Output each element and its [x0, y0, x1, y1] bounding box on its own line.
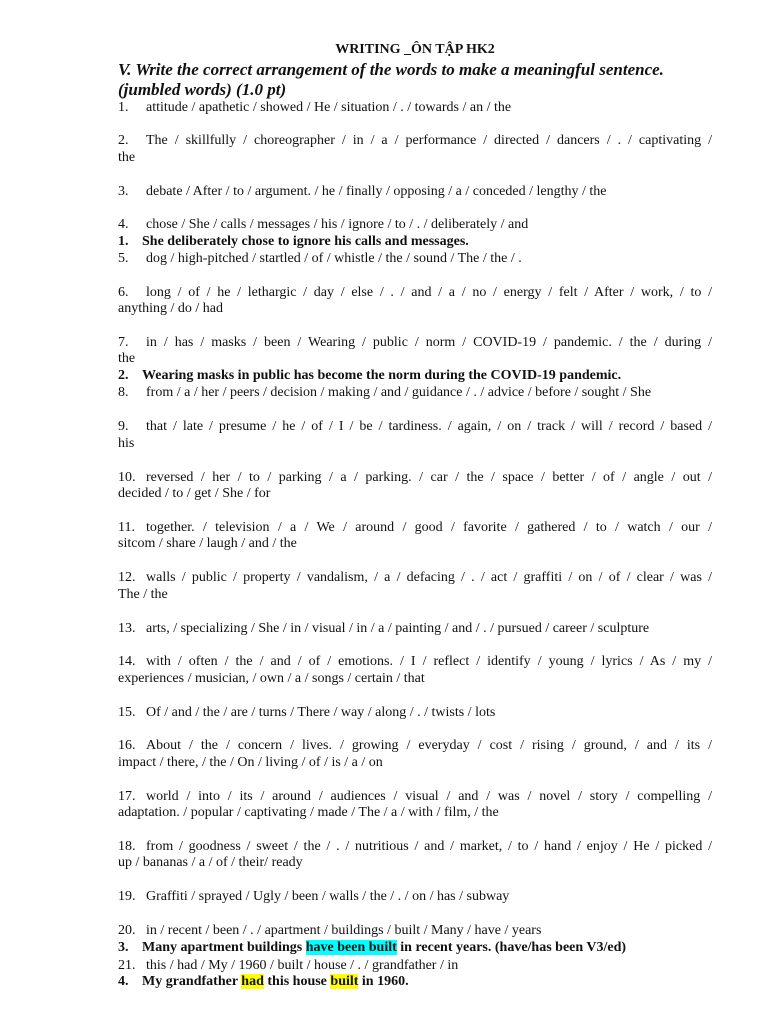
question-number: 12. [118, 570, 136, 585]
question-text: chose / She / calls / messages / his / ignore / to / . / deliberately / and [146, 217, 529, 232]
question-text: in / has / masks / been / Wearing / public / norm / COVID-19 / pandemic. / the / during / [146, 335, 712, 350]
answer-number: 4. [118, 974, 129, 989]
question-text: attitude / apathetic / showed / He / situation / . / towards / an / the [146, 100, 512, 115]
question-number: 13. [118, 621, 136, 636]
question-number: 7. [118, 335, 129, 350]
answer-3 [118, 939, 712, 956]
question-11-continued: sitcom / share / laugh / and / the [118, 536, 297, 551]
question-6-continued: anything / do / had [118, 301, 223, 316]
question-17-continued: adaptation. / popular / captivating / made / The / a / with / film, / the [118, 805, 499, 820]
answer-text-start: My grandfather [142, 974, 242, 989]
answer-text-middle: this house [263, 974, 331, 989]
highlighted-participle: built [330, 974, 359, 989]
question-number: 11. [118, 520, 135, 535]
question-number: 3. [118, 184, 129, 199]
question-text: debate / After / to / argument. / he / finally / opposing / a / conceded / lengthy / the [146, 184, 607, 199]
question-text: arts, / specializing / She / in / visual / in / a / painting / and / . / pursued / career / sculpture [146, 621, 650, 636]
answer-text: Wearing masks in public has become the norm during the COVID-19 pandemic. [142, 368, 622, 383]
section-heading-line-1: V. Write the correct arrangement of the words to make a meaningful sentence. [118, 60, 664, 79]
question-number: 2. [118, 133, 129, 148]
question-20 [118, 922, 712, 939]
answer-text-end: in 1960. [358, 974, 409, 989]
question-number: 8. [118, 385, 129, 400]
question-2 [118, 132, 712, 149]
question-number: 19. [118, 889, 136, 904]
question-number: 20. [118, 923, 136, 938]
question-3 [118, 183, 712, 200]
question-text: walls / public / property / vandalism, / a / defacing / . / act / graffiti / on / of / clear / was / [146, 570, 712, 585]
question-10 [118, 469, 712, 486]
question-text: together. / television / a / We / around / good / favorite / gathered / to / watch / our / [146, 520, 712, 535]
question-text: dog / high-pitched / startled / of / whistle / the / sound / The / the / . [146, 251, 522, 266]
question-text: that / late / presume / he / of / I / be / tardiness. / again, / on / track / will / record / based / [146, 419, 712, 434]
question-number: 1. [118, 100, 129, 115]
answer-text-end: in recent years. (have/has been V3/ed) [396, 940, 627, 955]
answer-2 [118, 367, 712, 384]
highlighted-auxiliary: had [241, 974, 264, 989]
answer-text: She deliberately chose to ignore his calls and messages. [142, 234, 469, 249]
answer-number: 1. [118, 234, 129, 249]
question-text: long / of / he / lethargic / day / else / . / and / a / no / energy / felt / After / work, / to / [146, 285, 712, 300]
highlighted-verb: have been built [305, 940, 397, 955]
question-12 [118, 569, 712, 586]
question-text: About / the / concern / lives. / growing / everyday / cost / rising / ground, / and / its / [146, 738, 712, 753]
question-18-continued: up / bananas / a / of / their/ ready [118, 855, 303, 870]
question-number: 21. [118, 958, 136, 973]
question-text: reversed / her / to / parking / a / parking. / car / the / space / better / of / angle / out / [146, 470, 712, 485]
question-number: 10. [118, 470, 136, 485]
question-13 [118, 620, 712, 637]
question-18 [118, 838, 712, 855]
question-number: 5. [118, 251, 129, 266]
question-number: 17. [118, 789, 136, 804]
question-9 [118, 418, 712, 435]
question-text: The / skillfully / choreographer / in / a / performance / directed / dancers / . / captivating / [146, 133, 712, 148]
question-text: Graffiti / sprayed / Ugly / been / walls / the / . / on / has / subway [146, 889, 510, 904]
question-text: world / into / its / around / audiences / visual / and / was / novel / story / compelling / [146, 789, 712, 804]
answer-text-start: Many apartment buildings [142, 940, 306, 955]
question-14-continued: experiences / musician, / own / a / songs / certain / that [118, 671, 425, 686]
question-text: from / a / her / peers / decision / making / and / guidance / . / advice / before / sought / She [146, 385, 652, 400]
question-number: 6. [118, 285, 129, 300]
answer-4 [118, 973, 712, 990]
question-7 [118, 334, 712, 351]
question-number: 4. [118, 217, 129, 232]
question-text: in / recent / been / . / apartment / buildings / built / Many / have / years [146, 923, 542, 938]
question-2-continued: the [118, 150, 136, 165]
question-number: 16. [118, 738, 136, 753]
question-16-continued: impact / there, / the / On / living / of / is / a / on [118, 755, 383, 770]
question-8 [118, 384, 712, 401]
question-number: 18. [118, 839, 136, 854]
section-heading [118, 60, 712, 100]
answer-number: 2. [118, 368, 129, 383]
question-10-continued: decided / to / get / She / for [118, 486, 271, 501]
question-7-continued: the [118, 351, 136, 366]
question-16 [118, 737, 712, 754]
answer-number: 3. [118, 940, 129, 955]
question-11 [118, 519, 712, 536]
question-text: with / often / the / and / of / emotions. / I / reflect / identify / young / lyrics / As / my / [146, 654, 712, 669]
question-4 [118, 216, 712, 233]
question-15 [118, 704, 712, 721]
question-12-continued: The / the [118, 587, 168, 602]
question-number: 9. [118, 419, 129, 434]
question-9-continued: his [118, 436, 135, 451]
question-6 [118, 284, 712, 301]
question-14 [118, 653, 712, 670]
question-21 [118, 957, 712, 974]
question-number: 14. [118, 654, 136, 669]
question-5 [118, 250, 712, 267]
document-title: WRITING _ÔN TẬP HK2 [335, 42, 495, 57]
answer-1 [118, 233, 712, 250]
question-1 [118, 99, 712, 116]
question-text: Of / and / the / are / turns / There / way / along / . / twists / lots [146, 705, 496, 720]
section-heading-line-2: (jumbled words) (1.0 pt) [118, 80, 287, 99]
question-text: from / goodness / sweet / the / . / nutritious / and / market, / to / hand / enjoy / He / picked / [146, 839, 712, 854]
question-17 [118, 788, 712, 805]
question-text: this / had / My / 1960 / built / house / . / grandfather / in [146, 958, 459, 973]
question-19 [118, 888, 712, 905]
question-number: 15. [118, 705, 136, 720]
